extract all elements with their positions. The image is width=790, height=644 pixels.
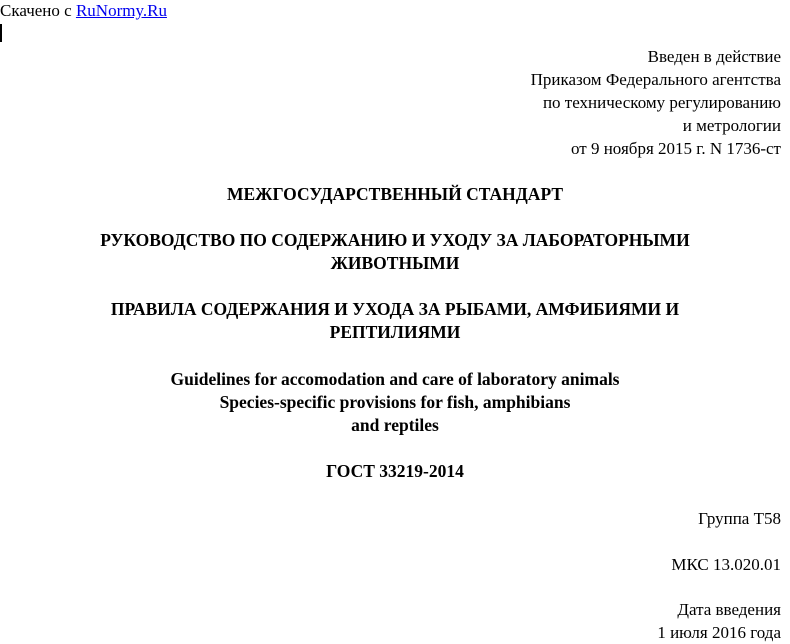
intro-line: Введен в действие	[647, 47, 781, 66]
standard-type-heading: МЕЖГОСУДАРСТВЕННЫЙ СТАНДАРТ	[226, 184, 564, 204]
source-prefix: Скачено с	[0, 1, 72, 20]
mks-code	[671, 553, 781, 576]
english-title-line: and reptiles	[351, 415, 439, 435]
group-code-text: Группа Т58	[698, 509, 781, 528]
english-title-line: Species-specific provisions for fish, amphibians	[219, 392, 571, 412]
effective-date-label: Дата введения	[677, 600, 781, 619]
rules-title-line: РЕПТИЛИЯМИ	[329, 322, 461, 342]
guide-title-line: РУКОВОДСТВО ПО СОДЕРЖАНИЮ И УХОДУ ЗА ЛАБОРАТОРНЫМИ	[100, 230, 690, 250]
rules-title-line: ПРАВИЛА СОДЕРЖАНИЯ И УХОДА ЗА РЫБАМИ, АМФИБИЯМИ И	[110, 299, 680, 319]
english-title	[0, 368, 790, 437]
intro-line: от 9 ноября 2015 г. N 1736-ст	[571, 139, 781, 158]
intro-line: Приказом Федерального агентства	[530, 70, 781, 89]
english-title-line: Guidelines for accomodation and care of laboratory animals	[170, 369, 620, 389]
rules-title	[0, 298, 790, 344]
guide-title-line: ЖИВОТНЫМИ	[330, 253, 460, 273]
text-cursor	[0, 24, 2, 42]
guide-title	[0, 229, 790, 275]
source-line	[0, 0, 167, 22]
intro-line: и метрологии	[682, 116, 781, 135]
source-link[interactable]: RuNormy.Ru	[75, 1, 167, 20]
group-code	[698, 507, 781, 530]
gost-number: ГОСТ 33219-2014	[326, 461, 464, 481]
mks-code-text: МКС 13.020.01	[671, 555, 781, 574]
effective-date-value: 1 июля 2016 года	[657, 623, 781, 642]
effective-date	[657, 598, 781, 644]
intro-line: по техническому регулированию	[542, 93, 781, 112]
intro-block	[531, 45, 781, 160]
